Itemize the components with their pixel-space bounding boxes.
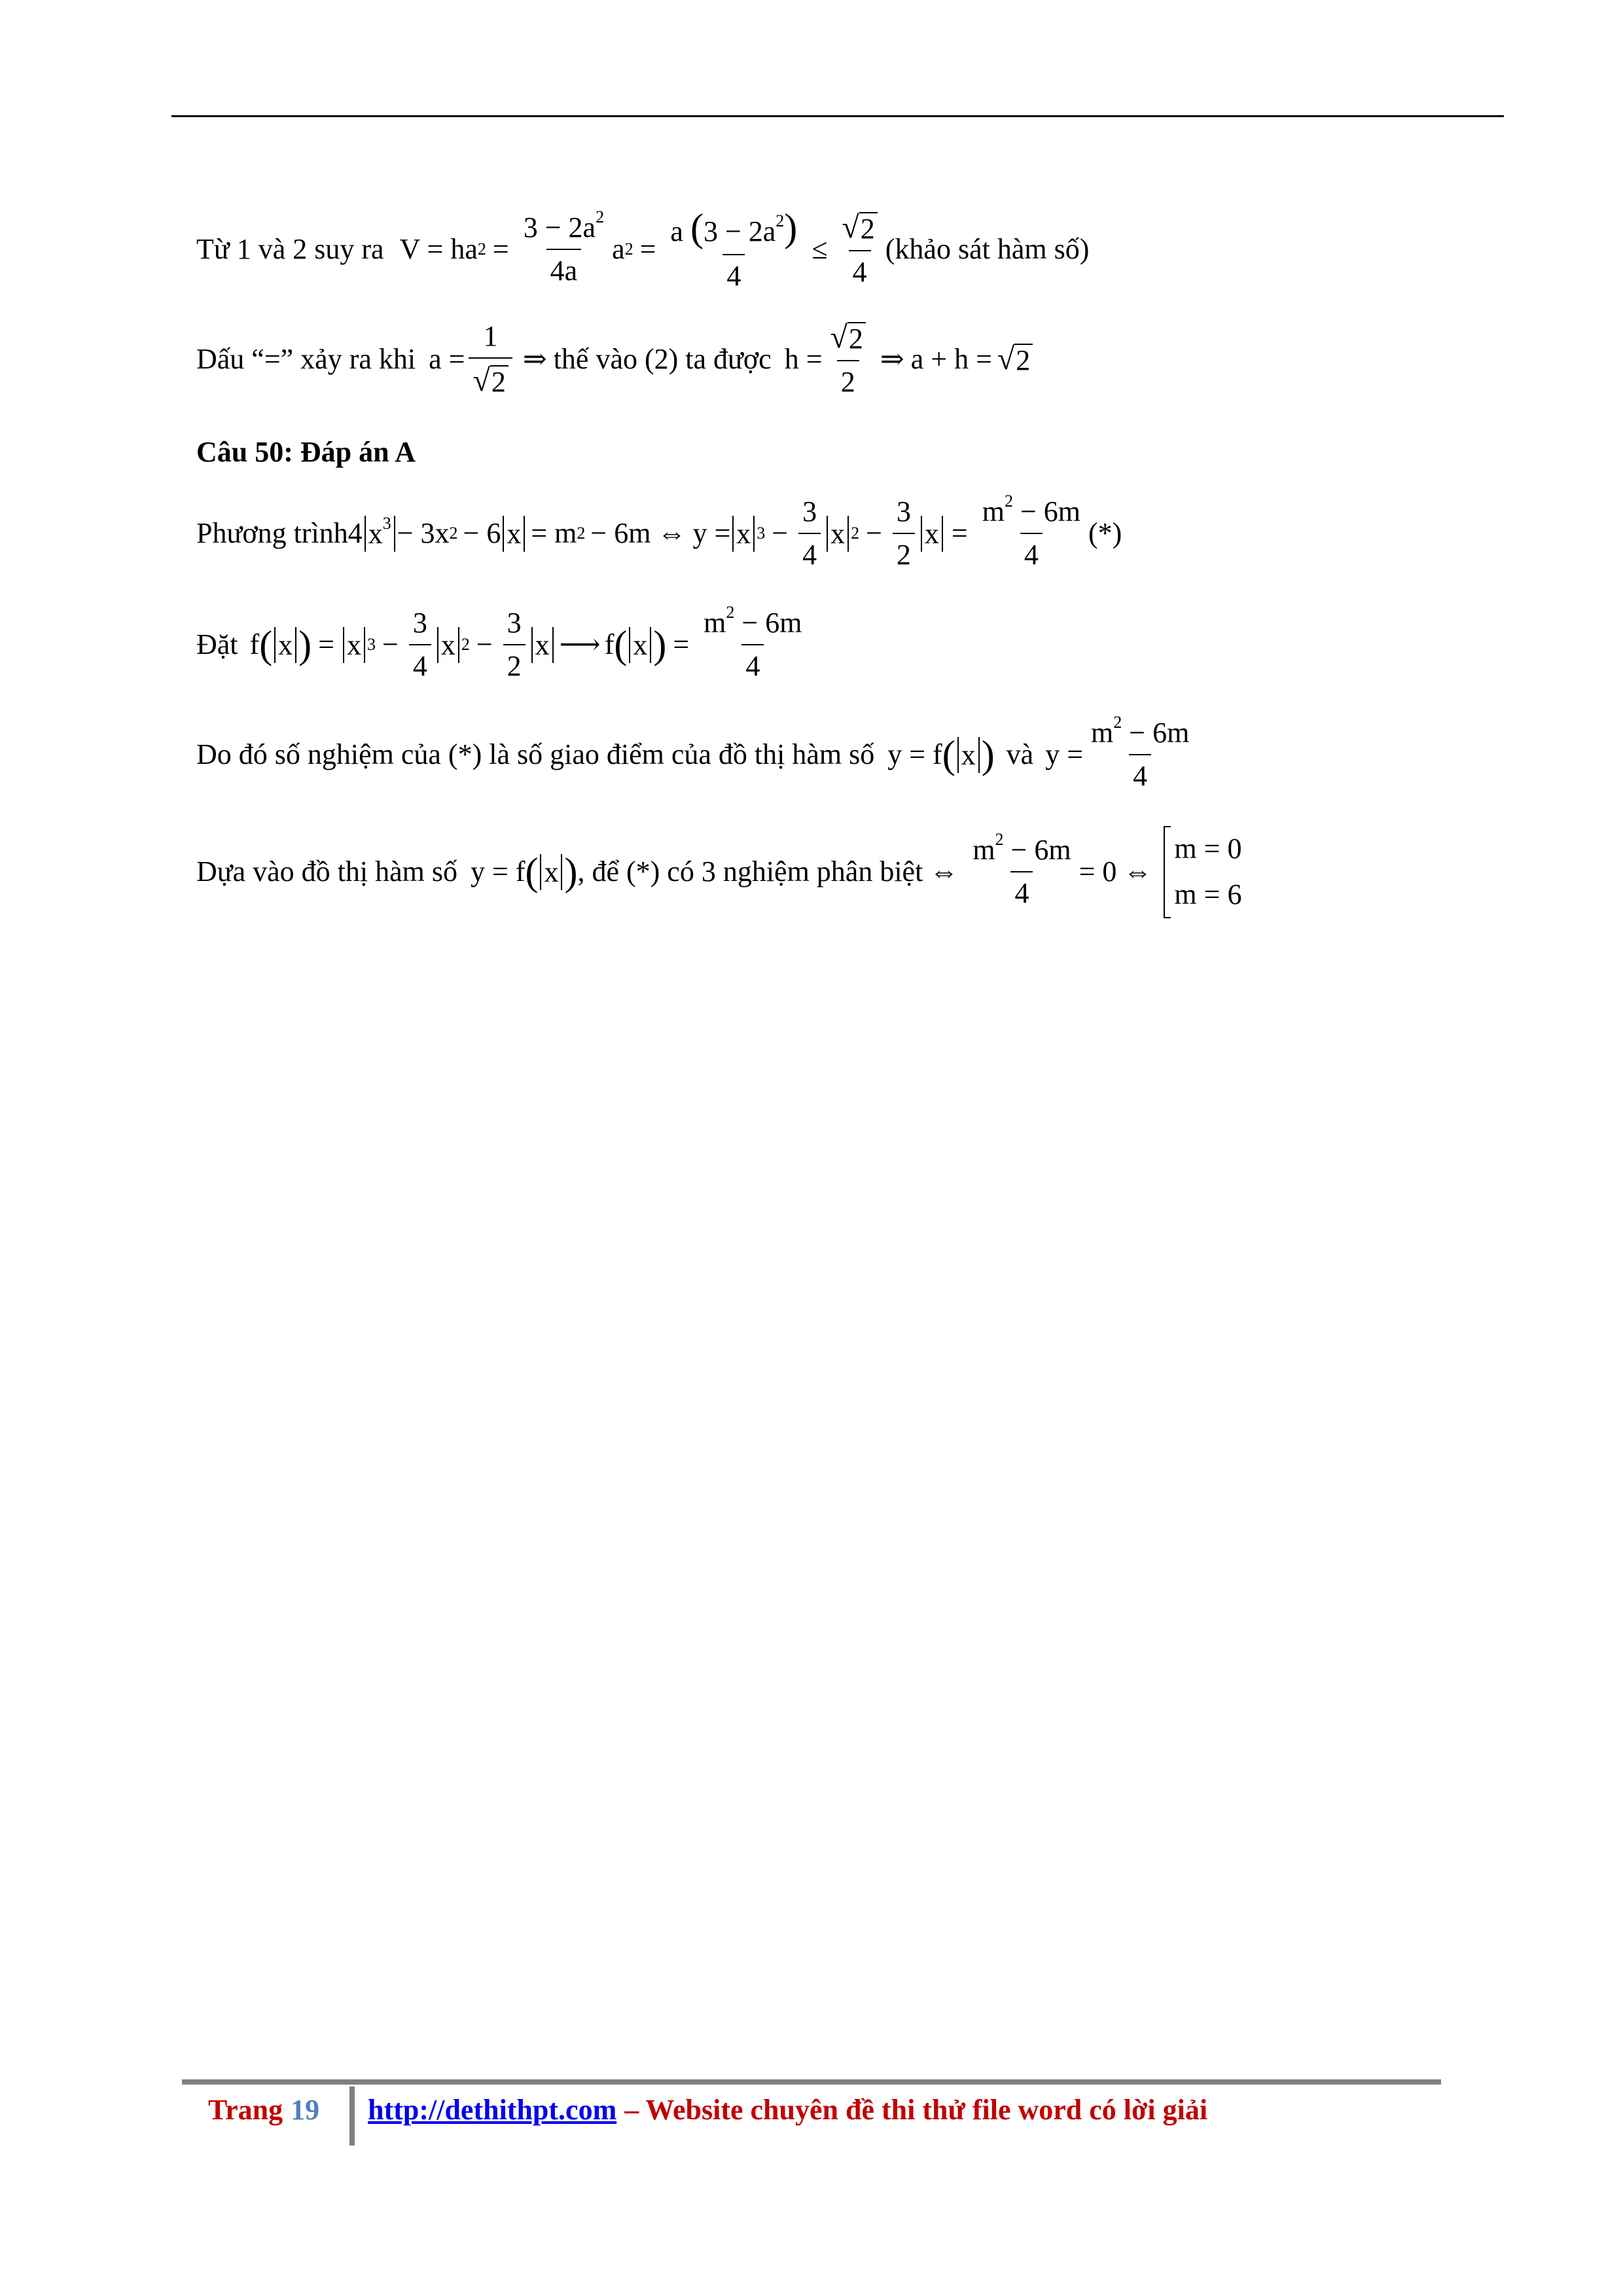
- fraction: $\frac{a (3 - 2a^2)}{4}$: [670, 206, 798, 292]
- exponent: 2: [1004, 492, 1013, 511]
- fraction: [520, 207, 608, 287]
- cases-bracket: [1164, 826, 1244, 918]
- note: (khảo sát hàm số): [885, 233, 1090, 265]
- abs: [629, 627, 651, 663]
- footer-tagline: – Website chuyên đề thi thử file word có lời giải: [624, 2094, 1208, 2126]
- var: x: [961, 738, 976, 771]
- label: (*): [1088, 517, 1122, 549]
- exponent: 2: [1113, 713, 1122, 732]
- math: a =: [429, 343, 465, 375]
- line-conclusion: Dựa vào đồ thị hàm số y = f ( x ) , để (*) có 3 nghiệm phân biệt ⇔ $\frac{m^2 - 6m}{4}$ = 0 ⇔ m = 0 m = 6: [196, 826, 1244, 918]
- minus: −: [476, 628, 493, 660]
- math: y =: [692, 517, 731, 549]
- abs: [827, 516, 849, 552]
- eq: =: [673, 628, 690, 660]
- num: 3: [507, 607, 522, 639]
- fraction: [700, 603, 806, 682]
- math: − 6: [463, 517, 501, 549]
- exponent: 3: [382, 513, 391, 533]
- abs: [732, 516, 755, 552]
- sqrt: √ 2: [830, 322, 866, 353]
- abs: [957, 737, 980, 773]
- math: y = f: [887, 738, 942, 770]
- sqrt: √ 2: [842, 212, 877, 243]
- num: − 6m: [1010, 834, 1071, 867]
- math: V = ha: [399, 233, 478, 265]
- footer: [208, 2093, 1207, 2126]
- iff: ⇔: [929, 855, 959, 888]
- var: x: [507, 517, 522, 550]
- var: x: [736, 517, 751, 550]
- exponent: 2: [995, 830, 1004, 850]
- implies: ⇒: [880, 343, 904, 375]
- sqrt: √ 2: [473, 365, 508, 397]
- fraction: [798, 497, 821, 569]
- eq: =: [492, 233, 509, 265]
- footer-rule: [182, 2079, 1441, 2085]
- header-rule: [171, 115, 1504, 117]
- abs: [343, 627, 365, 663]
- minus: −: [866, 517, 882, 549]
- var: x: [633, 628, 648, 661]
- num: a: [670, 215, 683, 247]
- fraction: [969, 830, 1075, 910]
- text: Đặt: [196, 628, 238, 660]
- fraction: [1087, 713, 1193, 792]
- exponent: 2: [596, 207, 605, 226]
- den: 4: [1020, 533, 1043, 569]
- num: m: [704, 607, 726, 639]
- den: 2: [893, 533, 915, 569]
- sqrt: √ 2: [997, 344, 1033, 375]
- var: x: [544, 855, 559, 888]
- den: 4: [798, 533, 821, 569]
- math: = m: [531, 517, 577, 549]
- text: Phương trình: [196, 517, 348, 549]
- den: 4: [741, 644, 764, 681]
- radicand: 2: [859, 212, 878, 243]
- abs: [365, 513, 395, 552]
- text: , để (*) có 3 nghiệm phân biệt: [577, 855, 923, 888]
- case: m = 6: [1174, 878, 1242, 911]
- math: a: [612, 233, 625, 265]
- math: y = f: [471, 855, 526, 888]
- den: 4: [1129, 754, 1151, 791]
- num: m: [1091, 717, 1114, 749]
- math: h =: [784, 343, 823, 375]
- fraction: [978, 492, 1084, 571]
- math: 4: [348, 517, 363, 549]
- math: = 0: [1079, 855, 1117, 888]
- website-link[interactable]: http://dethithpt.com: [368, 2094, 617, 2126]
- num: 1: [483, 320, 498, 352]
- arrow-icon: ⟶: [559, 628, 601, 660]
- minus: −: [772, 517, 789, 549]
- line-equation: Phương trình 4 $x^3$ − 3x 2 − 6 x = m 2 − 6m ⇔ y = x 3 − $\frac{3}{4}$ x 2 − $\frac{3}{2}$ x = $\frac{m^2 - 6m}{4}$ (*): [196, 492, 1122, 571]
- var: x: [278, 628, 293, 661]
- text: Từ 1 và 2 suy ra: [196, 233, 384, 265]
- math: − 6m: [590, 517, 651, 549]
- page-label: Trang: [208, 2094, 283, 2126]
- num: − 6m: [1129, 717, 1190, 749]
- num: 3 − 2a: [703, 215, 776, 247]
- page-number: 19: [291, 2094, 320, 2126]
- iff: ⇔: [1123, 855, 1152, 888]
- den: 4a: [546, 249, 582, 285]
- eq: =: [639, 233, 656, 265]
- leq: ≤: [812, 233, 828, 265]
- question-heading: Câu 50: Đáp án A: [196, 436, 416, 468]
- var: x: [440, 628, 455, 661]
- line-intersections: Do đó số nghiệm của (*) là số giao điểm của đồ thị hàm số y = f ( x ) và y = $\frac{m^2 - 6m}{4}$: [196, 719, 1197, 791]
- case: m = 0: [1174, 833, 1242, 865]
- den: 4: [849, 250, 871, 287]
- radicand: 2: [847, 322, 866, 353]
- den: 4: [722, 254, 745, 291]
- fraction: [409, 609, 431, 681]
- abs: [921, 516, 943, 552]
- math: y =: [1045, 738, 1084, 770]
- iff: ⇔: [657, 517, 687, 549]
- line-volume-bound: Từ 1 và 2 suy ra V = ha 2 = $\frac{3 - 2a^2}{4a}$ a 2 = $\frac{a (3 - 2a^2)}{4}$ ≤ √ 2 4 (khảo sát hàm số): [196, 206, 1090, 292]
- fraction: [827, 322, 870, 397]
- abs: [540, 854, 562, 890]
- line-define-f: Đặt f ( x ) = x 3 − $\frac{3}{4}$ x 2 − $\frac{3}{2}$ x ⟶ f ( x ) = $\frac{m^2 - 6m}{4}$: [196, 609, 810, 681]
- var: x: [924, 517, 939, 550]
- exponent: 2: [776, 211, 785, 230]
- text: Dựa vào đồ thị hàm số: [196, 855, 458, 888]
- abs: [503, 516, 525, 552]
- fraction: [469, 322, 512, 397]
- num: 3: [896, 495, 911, 528]
- text: Do đó số nghiệm của (*) là số giao điểm của đồ thị hàm số: [196, 738, 875, 770]
- abs: [531, 627, 554, 663]
- num: m: [972, 834, 995, 867]
- math: − 3x: [397, 517, 450, 549]
- math: f: [604, 628, 615, 660]
- text: thế vào (2) ta được: [553, 343, 772, 375]
- den: 2: [503, 644, 526, 681]
- fraction: [503, 609, 526, 681]
- var: x: [368, 517, 383, 550]
- var: x: [830, 517, 846, 550]
- exponent: 2: [726, 603, 735, 622]
- num: − 6m: [1020, 495, 1081, 528]
- den: 4: [409, 644, 431, 681]
- radicand: 2: [1014, 344, 1033, 375]
- var: x: [535, 628, 550, 661]
- num: 3 − 2a: [523, 211, 596, 243]
- math: a + h =: [910, 343, 992, 375]
- math: f: [249, 628, 260, 660]
- num: 3: [802, 495, 817, 528]
- fraction: [893, 497, 915, 569]
- abs: [437, 627, 459, 663]
- minus: −: [382, 628, 399, 660]
- footer-separator: [349, 2087, 355, 2145]
- num: m: [982, 495, 1005, 528]
- var: x: [346, 628, 361, 661]
- text: Dấu “=” xảy ra khi: [196, 343, 416, 375]
- den: 4: [1010, 871, 1033, 908]
- text: và: [1006, 738, 1034, 770]
- den: 2: [837, 360, 859, 397]
- implies: ⇒: [522, 343, 547, 375]
- line-equality-case: [196, 322, 1033, 397]
- num: − 6m: [741, 607, 802, 639]
- fraction: [838, 212, 881, 287]
- radicand: 2: [490, 365, 508, 397]
- num: 3: [412, 607, 427, 639]
- eq: =: [318, 628, 334, 660]
- abs: [274, 627, 296, 663]
- eq: =: [951, 517, 968, 549]
